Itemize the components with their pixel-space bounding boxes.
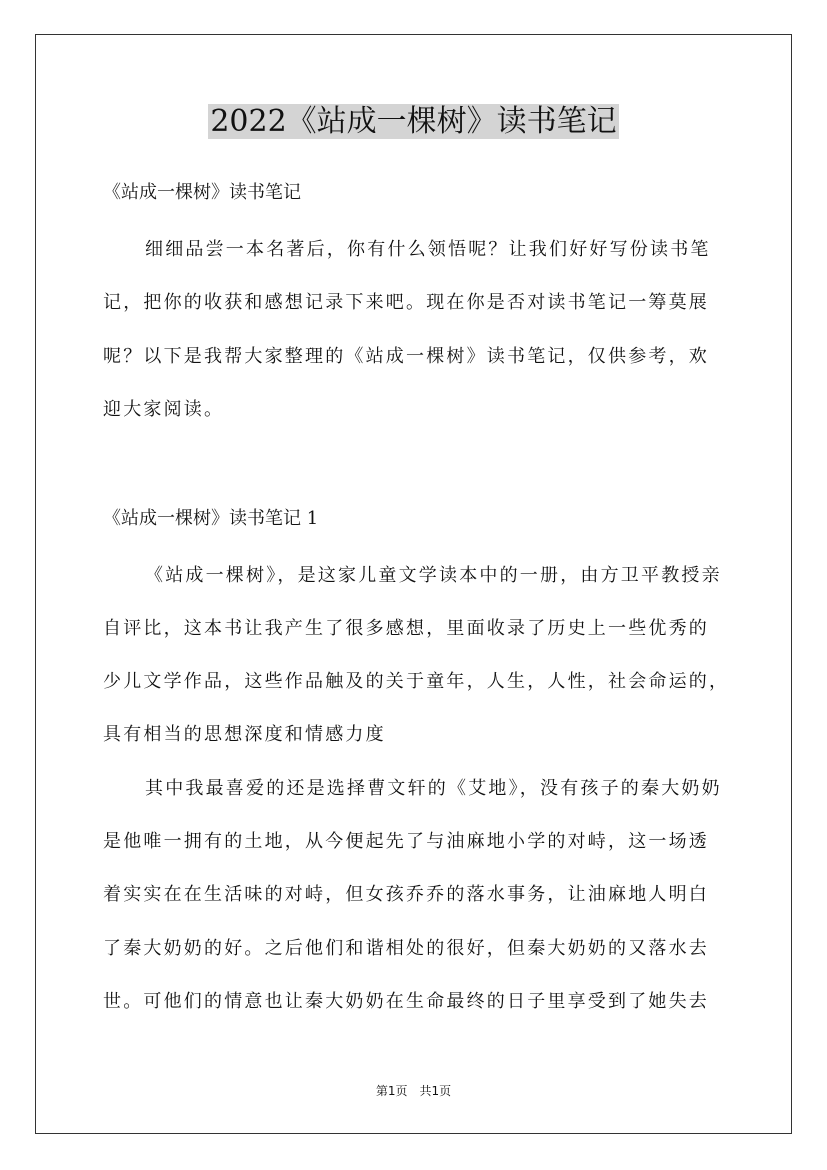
paragraph-line: 了秦大奶奶的好。之后他们和谐相处的很好，但秦大奶奶的又落水去 — [103, 938, 709, 959]
document-title: 2022《站成一棵树》读书笔记 — [210, 104, 617, 139]
paragraph-line: 着实实在在生活味的对峙，但女孩乔乔的落水事务，让油麻地人明白 — [103, 884, 709, 905]
intro-line: 记，把你的收获和感想记录下来吧。现在你是否对读书笔记一筹莫展 — [103, 292, 709, 313]
paragraph-line: 《站成一棵树》，是这家儿童文学读本中的一册，由方卫平教授亲 — [145, 565, 722, 586]
section-heading: 《站成一棵树》读书笔记 1 — [103, 508, 319, 529]
paragraph-line: 具有相当的思想深度和情感力度 — [103, 724, 386, 745]
paragraph-line: 自评比，这本书让我产生了很多感想，里面收录了历史上一些优秀的 — [103, 618, 709, 639]
page-number: 第1页 共1页 — [375, 1084, 452, 1098]
paragraph-line: 是他唯一拥有的土地，从今便起先了与油麻地小学的对峙，这一场透 — [103, 831, 709, 852]
paragraph-line: 世。可他们的情意也让秦大奶奶在生命最终的日子里享受到了她失去 — [103, 991, 709, 1012]
intro-line: 迎大家阅读。 — [103, 399, 225, 420]
paragraph-line: 其中我最喜爱的还是选择曹文轩的《艾地》，没有孩子的秦大奶奶 — [145, 778, 722, 799]
paragraph-line: 少儿文学作品，这些作品触及的关于童年，人生，人性，社会命运的， — [103, 671, 730, 692]
intro-line: 细细品尝一本名著后，你有什么领悟呢？让我们好好写份读书笔 — [145, 239, 711, 260]
intro-line: 呢？以下是我帮大家整理的《站成一棵树》读书笔记，仅供参考，欢 — [103, 346, 709, 367]
section-heading: 《站成一棵树》读书笔记 — [103, 182, 301, 203]
